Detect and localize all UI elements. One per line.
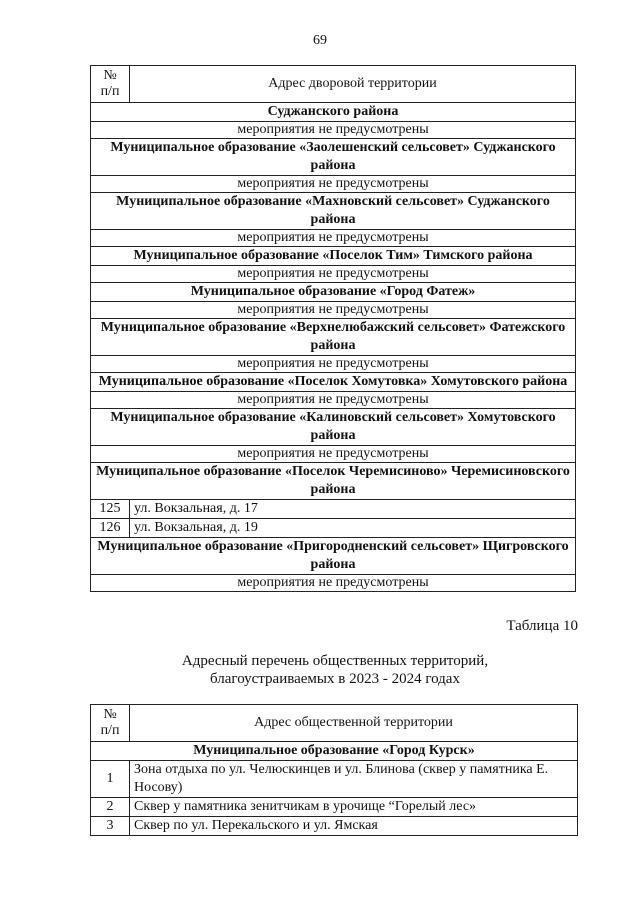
no-measures-note: мероприятия не предусмотрены [91,176,576,193]
table-row [91,761,578,798]
row-number: 126 [91,519,130,538]
section-heading: Муниципальное образование «Махновский сельсовет» Суджанского района [91,193,576,230]
no-measures-note: мероприятия не предусмотрены [91,356,576,373]
note-row [91,266,576,283]
public-territory-table [90,704,578,836]
section-row [91,463,576,500]
section-row [91,283,576,302]
section-row [91,538,576,575]
yard-territory-table [90,65,576,592]
no-measures-note: мероприятия не предусмотрены [91,266,576,283]
table-caption: Адресный перечень общественных территорий, благоустраиваемых в 2023 - 2024 годах [181,653,489,687]
column-header-address: Адрес общественной территории [130,705,578,742]
section-heading: Муниципальное образование «Верхнелюбажский сельсовет» Фатежского района [91,319,576,356]
no-measures-note: мероприятия не предусмотрены [91,575,576,592]
note-row [91,302,576,319]
section-row [91,742,578,761]
note-row [91,392,576,409]
no-measures-note: мероприятия не предусмотрены [91,122,576,139]
section-heading: Муниципальное образование «Поселок Тим» Тимского района [91,247,576,266]
section-heading: Муниципальное образование «Заолешенский сельсовет» Суджанского района [91,139,576,176]
section-heading: Муниципальное образование «Пригородненский сельсовет» Щигровского района [91,538,576,575]
note-row [91,176,576,193]
row-number: 3 [91,817,130,836]
section-row [91,139,576,176]
row-address: ул. Вокзальная, д. 17 [130,500,576,519]
page-number: 69 [313,33,327,48]
column-header-address: Адрес дворовой территории [130,66,576,103]
row-number: 125 [91,500,130,519]
table-row [91,817,578,836]
no-measures-note: мероприятия не предусмотрены [91,392,576,409]
no-measures-note: мероприятия не предусмотрены [91,302,576,319]
table-header-row [91,705,578,742]
row-address: Сквер у памятника зенитчикам в урочище “Горелый лес» [130,798,578,817]
row-address: Сквер по ул. Перекальского и ул. Ямская [130,817,578,836]
section-heading: Муниципальное образование «Поселок Хомутовка» Хомутовского района [91,373,576,392]
note-row [91,356,576,373]
column-header-number: № п/п [91,66,130,103]
table-row [91,519,576,538]
note-row [91,122,576,139]
public-table-body [91,742,578,836]
section-row [91,247,576,266]
table-row [91,798,578,817]
table-row [91,500,576,519]
section-row [91,103,576,122]
note-row [91,575,576,592]
table-header-row [91,66,576,103]
row-address: ул. Вокзальная, д. 19 [130,519,576,538]
section-heading: Суджанского района [91,103,576,122]
note-row [91,446,576,463]
section-row [91,409,576,446]
section-row [91,193,576,230]
column-header-number: № п/п [91,705,130,742]
section-heading: Муниципальное образование «Город Фатеж» [91,283,576,302]
table-label: Таблица 10 [506,618,578,634]
section-row [91,373,576,392]
section-row [91,319,576,356]
row-number: 1 [91,761,130,798]
section-heading: Муниципальное образование «Поселок Черемисиново» Черемисиновского района [91,463,576,500]
no-measures-note: мероприятия не предусмотрены [91,230,576,247]
yard-table-body [91,103,576,592]
section-heading: Муниципальное образование «Калиновский сельсовет» Хомутовского района [91,409,576,446]
note-row [91,230,576,247]
row-address: Зона отдыха по ул. Челюскинцев и ул. Блинова (сквер у памятника Е. Носову) [130,761,578,798]
section-heading: Муниципальное образование «Город Курск» [91,742,578,761]
row-number: 2 [91,798,130,817]
no-measures-note: мероприятия не предусмотрены [91,446,576,463]
